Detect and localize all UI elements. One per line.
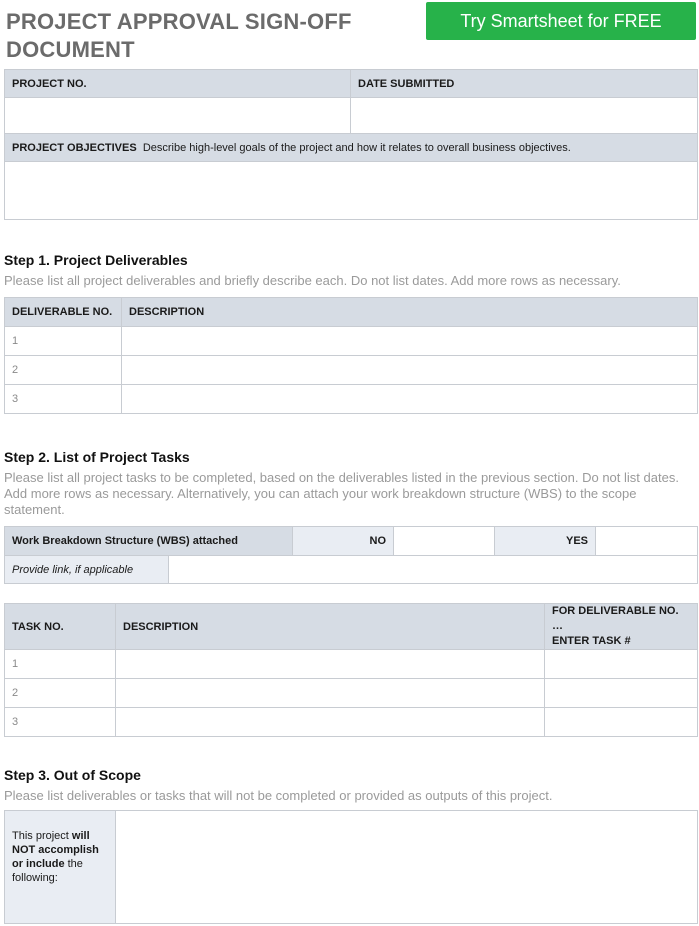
task-no-cell[interactable]: 1 [5, 650, 116, 679]
deliverable-no-cell[interactable]: 1 [5, 327, 122, 356]
for-deliverable-header [545, 604, 698, 650]
table-row [5, 356, 698, 385]
task-no-header: TASK NO. [5, 604, 116, 650]
date-submitted-label: DATE SUBMITTED [351, 70, 698, 98]
task-description-cell[interactable] [116, 708, 545, 737]
project-info-table [4, 69, 698, 220]
wbs-label: Work Breakdown Structure (WBS) attached [5, 527, 293, 556]
deliverable-description-cell[interactable] [122, 356, 698, 385]
out-of-scope-label-bold: will NOT accomplish or include [12, 830, 99, 870]
page-title: PROJECT APPROVAL SIGN-OFF DOCUMENT [6, 9, 352, 62]
tasks-table [4, 603, 698, 737]
step1-description: Please list all project deliverables and briefly describe each. Do not list dates. Add more rows as necessary. [4, 273, 621, 288]
wbs-link-label: Provide link, if applicable [5, 556, 169, 584]
project-objectives-hint: Describe high-level goals of the project and how it relates to overall business objectives. [142, 141, 571, 154]
for-deliverable-header-line2: ENTER TASK # [552, 635, 631, 647]
project-no-label: PROJECT NO. [5, 70, 351, 98]
table-row [5, 327, 698, 356]
out-of-scope-label-pre: This project [12, 830, 72, 842]
date-submitted-field[interactable] [351, 98, 698, 134]
step2-title: Step 2. List of Project Tasks [4, 449, 190, 465]
task-description-cell[interactable] [116, 679, 545, 708]
out-of-scope-table [4, 810, 698, 924]
wbs-no-label: NO [293, 527, 394, 556]
step3-title: Step 3. Out of Scope [4, 767, 141, 783]
wbs-yes-field[interactable] [596, 527, 698, 556]
project-objectives-field[interactable] [5, 162, 698, 220]
wbs-no-field[interactable] [394, 527, 495, 556]
step2-description: Please list all project tasks to be completed, based on the deliverables listed in the previous section. Do not list dates. Add more rows as necessary. Alternatively, you can attach your work breakdown structure (WBS) to the scope statement. [4, 470, 679, 517]
deliverable-description-header: DESCRIPTION [122, 298, 698, 327]
deliverable-description-cell[interactable] [122, 327, 698, 356]
wbs-table [4, 526, 698, 556]
task-no-cell[interactable]: 3 [5, 708, 116, 737]
out-of-scope-label [5, 811, 116, 924]
deliverable-description-cell[interactable] [122, 385, 698, 414]
deliverable-no-header: DELIVERABLE NO. [5, 298, 122, 327]
out-of-scope-field[interactable] [116, 811, 698, 924]
wbs-link-field[interactable] [169, 556, 698, 584]
step3-description: Please list deliverables or tasks that will not be completed or provided as outputs of this project. [4, 788, 553, 803]
for-deliverable-header-line1: FOR DELIVERABLE NO. … [552, 605, 679, 632]
wbs-link-table [4, 555, 698, 584]
project-no-field[interactable] [5, 98, 351, 134]
wbs-yes-label: YES [495, 527, 596, 556]
table-row [5, 708, 698, 737]
project-objectives-label: PROJECT OBJECTIVES [12, 141, 137, 154]
task-description-header: DESCRIPTION [116, 604, 545, 650]
task-deliverable-cell[interactable] [545, 650, 698, 679]
task-deliverable-cell[interactable] [545, 708, 698, 737]
task-deliverable-cell[interactable] [545, 679, 698, 708]
deliverable-no-cell[interactable]: 3 [5, 385, 122, 414]
table-row [5, 385, 698, 414]
table-row [5, 679, 698, 708]
project-objectives-header [5, 134, 698, 162]
out-of-scope-label-post: the following: [12, 858, 83, 884]
table-row [5, 650, 698, 679]
step1-title: Step 1. Project Deliverables [4, 252, 188, 268]
task-description-cell[interactable] [116, 650, 545, 679]
try-smartsheet-button[interactable]: Try Smartsheet for FREE [426, 2, 696, 40]
deliverable-no-cell[interactable]: 2 [5, 356, 122, 385]
deliverables-table [4, 297, 698, 414]
task-no-cell[interactable]: 2 [5, 679, 116, 708]
